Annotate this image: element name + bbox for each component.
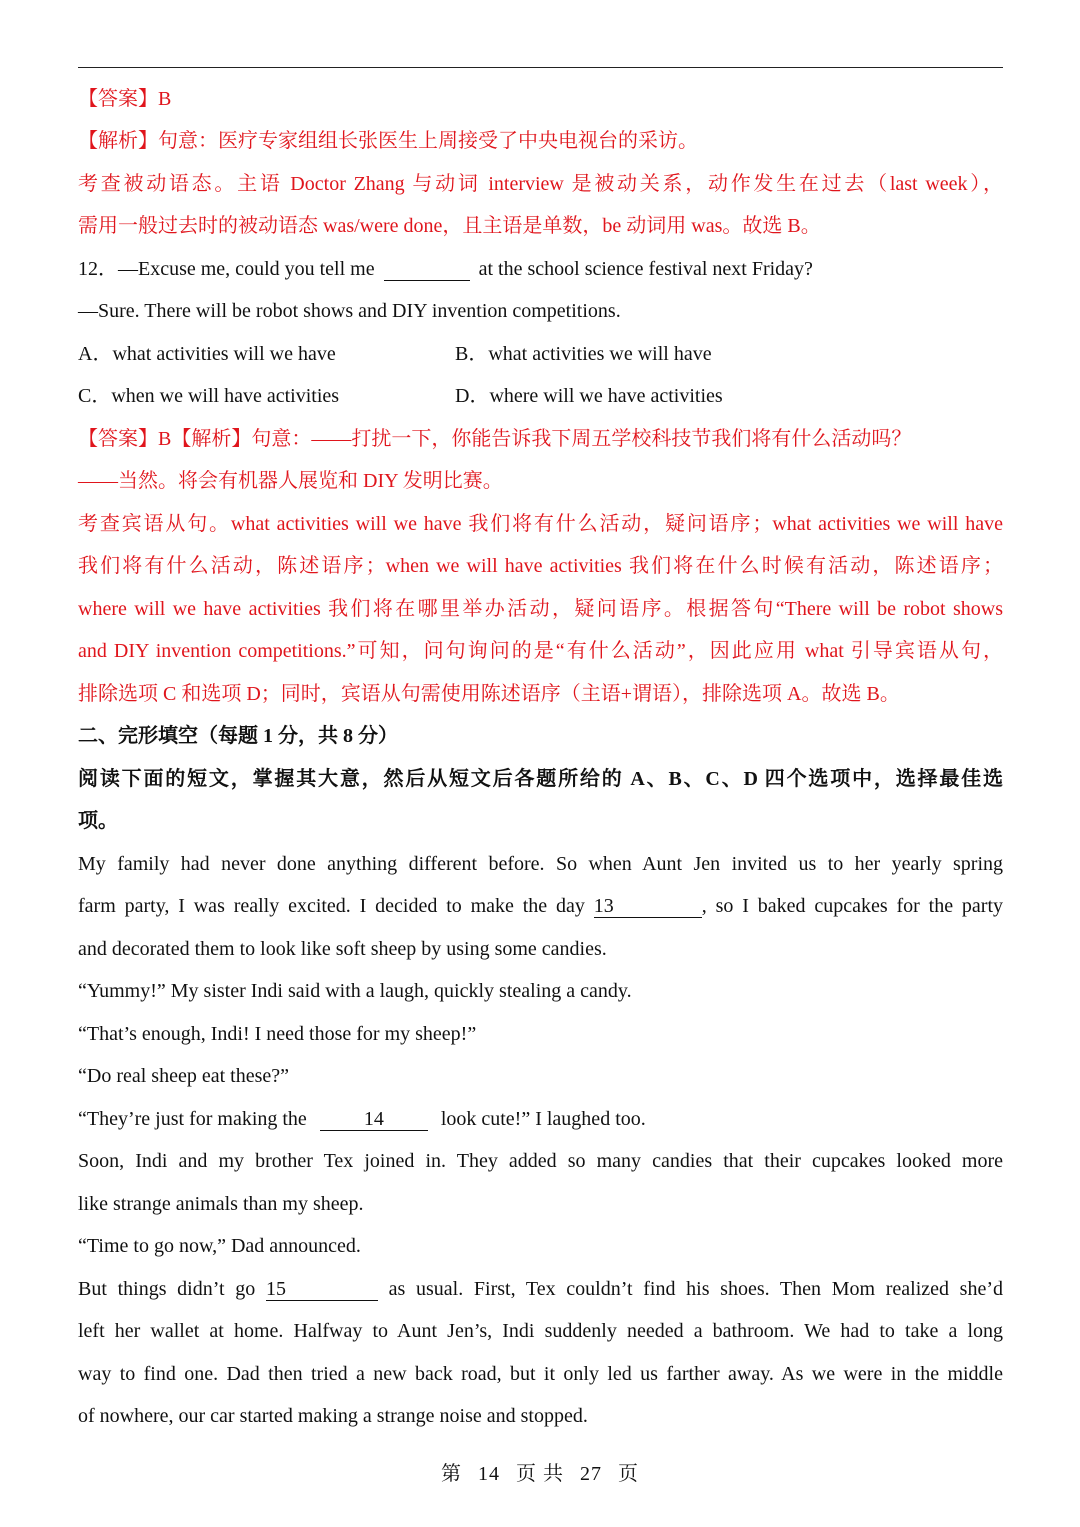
total-pages: 27 — [580, 1463, 602, 1485]
footer-label: 第 — [441, 1463, 462, 1485]
passage-line: Soon, Indi and my brother Tex joined in. They added so many candies that their cupcakes looked more — [78, 1150, 1003, 1172]
passage-text: farm party, I was really excited. I decided to make the day — [78, 895, 585, 917]
section-instruction: 阅读下面的短文，掌握其大意，然后从短文后各题所给的 A、B、C、D 四个选项中，选择最佳选 — [78, 768, 1003, 790]
footer-label: 页 — [618, 1463, 639, 1485]
explanation-11-line2: 需用一般过去时的被动语态 was/were done，且主语是单数，be 动词用 was。故选 B。 — [78, 215, 821, 237]
passage-line — [78, 892, 1003, 920]
passage-text: “They’re just for making the — [78, 1108, 307, 1130]
analysis-11: 【解析】句意：医疗专家组组长张医生上周接受了中央电视台的采访。 — [78, 130, 698, 152]
answer-12: 【答案】B【解析】句意：——打扰一下，你能告诉我下周五学校科技节我们将有什么活动吗？ — [78, 428, 912, 450]
page-number: 14 — [478, 1463, 500, 1485]
explanation-12-line1: 考查宾语从句。what activities will we have 我们将有什么活动，疑问语序；what activities we will have — [78, 513, 1003, 535]
section-instruction-line2: 项。 — [78, 810, 118, 832]
passage-line: way to find one. Dad then tried a new back road, but it only led us farther away. As we were in the middle — [78, 1363, 1003, 1385]
explanation-11-line1: 考查被动语态。主语 Doctor Zhang 与动词 interview 是被动关系，动作发生在过去（last week）， — [78, 173, 1003, 195]
footer-label: 页 共 — [516, 1463, 564, 1485]
passage-line — [78, 1105, 1003, 1133]
passage-line: left her wallet at home. Halfway to Aunt Jen’s, Indi suddenly needed a bathroom. We had to take a long — [78, 1320, 1003, 1342]
explanation-12-line3: where will we have activities 我们将在哪里举办活动，疑问语序。根据答句“There will be robot shows — [78, 598, 1003, 620]
passage-line: and decorated them to look like soft sheep by using some candies. — [78, 938, 607, 960]
passage-line: “Yummy!” My sister Indi said with a laugh, quickly stealing a candy. — [78, 980, 632, 1002]
answer-11: 【答案】B — [78, 88, 172, 110]
blank-14: 14 — [320, 1108, 428, 1131]
section-heading: 二、完形填空（每题 1 分，共 8 分） — [78, 725, 398, 747]
passage-line: “Do real sheep eat these?” — [78, 1065, 289, 1087]
passage-line: “That’s enough, Indi! I need those for my sheep!” — [78, 1023, 477, 1045]
passage-text: But things didn’t go — [78, 1278, 256, 1300]
question-12-stem — [78, 255, 1003, 283]
passage-line: “Time to go now,” Dad announced. — [78, 1235, 361, 1257]
question-12-stem-pre: 12．—Excuse me, could you tell me — [78, 258, 375, 280]
option-c: C．when we will have activities — [78, 385, 340, 407]
explanation-12-line2: 我们将有什么活动，陈述语序；when we will have activities 我们将在什么时候有活动，陈述语序； — [78, 555, 1003, 577]
blank-13: 13 — [594, 895, 702, 918]
explanation-12-line5: 排除选项 C 和选项 D；同时，宾语从句需使用陈述语序（主语+谓语），排除选项 A。故选 B。 — [78, 683, 900, 705]
passage-line: of nowhere, our car started making a strange noise and stopped. — [78, 1405, 588, 1427]
explanation-12-line4: and DIY invention competitions.”可知，问句询问的是“有什么活动”，因此应用 what 引导宾语从句， — [78, 640, 1003, 662]
option-d: D．where will we have activities — [455, 385, 723, 407]
blank-15: 15 — [266, 1278, 378, 1301]
passage-line: like strange animals than my sheep. — [78, 1193, 364, 1215]
answer-12-line2: ——当然。将会有机器人展览和 DIY 发明比赛。 — [78, 470, 503, 492]
page-footer — [0, 1460, 1080, 1488]
passage-text: as usual. First, Tex couldn’t find his shoes. Then Mom realized she’d — [388, 1278, 1004, 1300]
header-rule — [78, 67, 1003, 68]
passage-text: , so I baked cupcakes for the party — [701, 895, 1004, 917]
option-a: A．what activities will we have — [78, 343, 336, 365]
passage-text: look cute!” I laughed too. — [440, 1108, 646, 1130]
passage-line: My family had never done anything different before. So when Aunt Jen invited us to her yearly spring — [78, 853, 1003, 875]
question-12-blank — [384, 258, 470, 281]
passage-line — [78, 1275, 1003, 1303]
question-12-reply: —Sure. There will be robot shows and DIY invention competitions. — [78, 300, 621, 322]
option-b: B．what activities we will have — [455, 343, 712, 365]
question-12-stem-post: at the school science festival next Friday? — [478, 258, 813, 280]
